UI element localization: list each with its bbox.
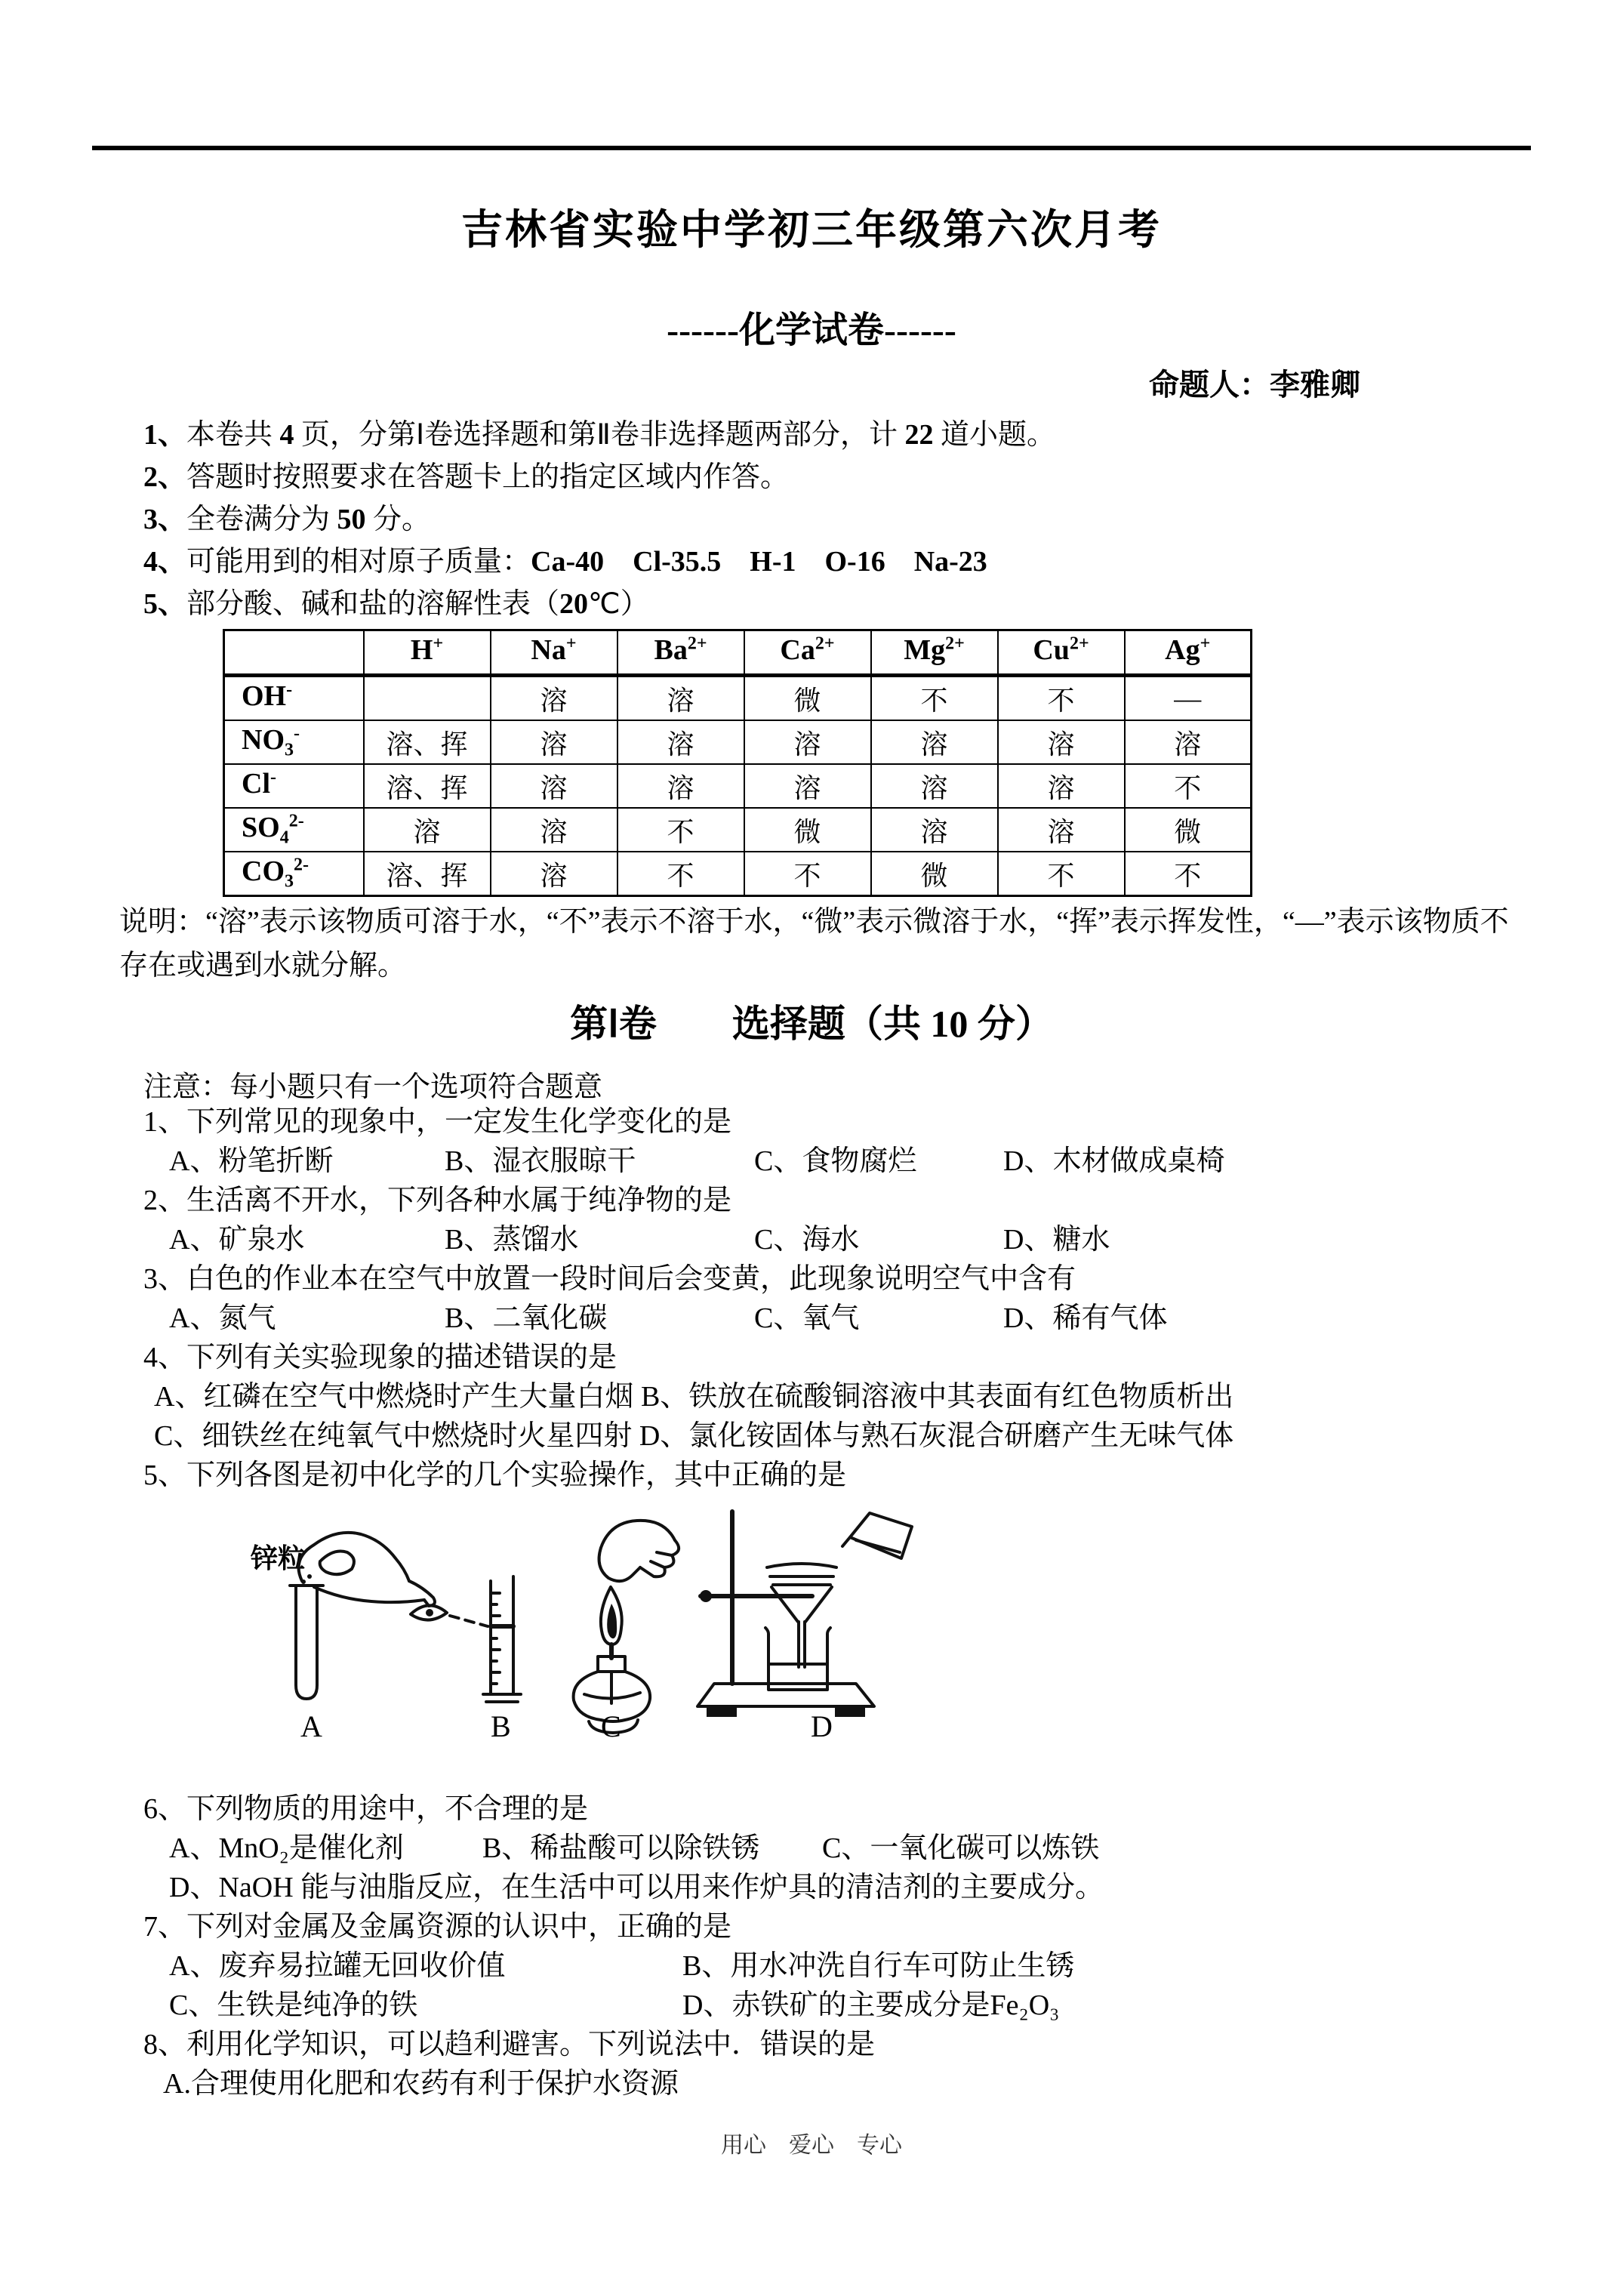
note-text: 分。 <box>365 504 431 535</box>
solubility-table-wrap <box>223 629 1252 897</box>
option-c: C、生铁是纯净的铁 <box>169 1989 418 2021</box>
option-b: B、二氧化碳 <box>445 1302 608 1334</box>
solubility-cell: 不 <box>744 852 871 896</box>
solubility-cell: 溶 <box>1125 720 1252 764</box>
hand-outline <box>601 1521 675 1548</box>
table-row-oh <box>224 676 1252 721</box>
solubility-cell: 溶 <box>744 764 871 808</box>
table-row-no3 <box>224 720 1252 764</box>
exam-notes <box>143 414 1532 625</box>
question-2-stem: 2、生活离不开水，下列各种水属于纯净物的是 <box>143 1185 732 1216</box>
table-row-so4 <box>224 808 1252 852</box>
figure-label-b: B <box>491 1709 511 1743</box>
option-d: D、糖水 <box>1003 1224 1110 1256</box>
pouring-beaker-line <box>856 1540 900 1552</box>
question-3-stem: 3、白色的作业本在空气中放置一段时间后会变黄，此现象说明空气中含有 <box>143 1263 1076 1295</box>
solubility-cell: 溶 <box>871 808 998 852</box>
note-number: 3、 <box>143 504 187 535</box>
ion-col-header-cu: $Cu^{2+}$ <box>998 630 1125 676</box>
solubility-cell: 溶、挥 <box>364 764 491 808</box>
question-4-options-ab: A、红磷在空气中燃烧时产生大量白烟 B、铁放在硫酸铜溶液中其表面有红色物质析出 <box>154 1381 1234 1413</box>
question-2-options <box>143 1220 1540 1259</box>
note-text: 部分酸、碱和盐的溶解性表（ <box>186 588 560 620</box>
option-a: A、氮气 <box>169 1302 276 1334</box>
pouring-beaker <box>850 1513 912 1558</box>
option-d: D、木材做成桌椅 <box>1003 1145 1225 1177</box>
solubility-cell: 微 <box>1125 808 1252 852</box>
question-8-stem: 8、利用化学知识，可以趋利避害。下列说法中．错误的是 <box>143 2029 876 2060</box>
table-note: 说明：“溶”表示该物质可溶于水，“不”表示不溶于水，“微”表示微溶于水，“挥”表示挥发性，“—”表示该物质不存在或遇到水就分解。 <box>119 906 1509 982</box>
figure-label-d: D <box>811 1709 833 1743</box>
table-row-cl <box>224 764 1252 808</box>
option-b: B、稀盐酸可以除铁锈 <box>482 1832 760 1864</box>
solubility-cell: 溶 <box>871 720 998 764</box>
solubility-cell: 溶 <box>617 764 744 808</box>
test-tube <box>296 1587 317 1699</box>
option-a: A、矿泉水 <box>169 1224 305 1256</box>
ion-row-header-no3: $NO_3^-$ <box>224 720 364 764</box>
question-6-option-d: D、NaOH 能与油脂反应，在生活中可以用来作炉具的清洁剂的主要成分。 <box>169 1872 1104 1903</box>
solubility-cell: 不 <box>617 808 744 852</box>
exam-title: 吉林省实验中学初三年级第六次月考 <box>460 207 1162 253</box>
solubility-cell: 不 <box>617 852 744 896</box>
ion-row-header-oh: OH- <box>224 676 364 721</box>
solubility-cell: 溶 <box>744 720 871 764</box>
solubility-cell: 溶 <box>998 764 1125 808</box>
note-number: 1、 <box>143 419 187 451</box>
question-8-option-a: A.合理使用化肥和农药有利于保护水资源 <box>163 2068 679 2100</box>
ion-col-header-h: H+ <box>364 630 491 676</box>
hand-knuckle <box>320 1552 354 1575</box>
flame-core <box>607 1604 617 1638</box>
option-c: C、食物腐烂 <box>754 1145 917 1177</box>
solubility-cell: 不 <box>998 852 1125 896</box>
solubility-cell: 不 <box>1125 852 1252 896</box>
apparatus-b-read-cylinder <box>411 1576 521 1702</box>
option-b: B、用水冲洗自行车可防止生锈 <box>682 1950 1075 1982</box>
solubility-cell: 不 <box>998 676 1125 721</box>
solubility-cell: 溶 <box>871 764 998 808</box>
question-1-options <box>143 1142 1540 1181</box>
top-rule <box>92 146 1531 150</box>
hand-wrist-line <box>314 1587 424 1602</box>
note-number: 4、 <box>143 546 187 578</box>
note-number: 2、 <box>143 461 187 493</box>
solubility-cell: 溶、挥 <box>364 852 491 896</box>
option-c: C、一氧化碳可以炼铁 <box>822 1832 1100 1864</box>
hand-finger <box>640 1567 665 1576</box>
option-a: A、MnO₂是催化剂 <box>169 1832 404 1864</box>
hand-finger <box>651 1555 673 1567</box>
solubility-cell: — <box>1125 676 1252 721</box>
ion-row-header-so4: $SO_4^{2-}$ <box>224 808 364 852</box>
eye-pupil <box>426 1609 433 1616</box>
solubility-cell: 不 <box>871 676 998 721</box>
table-corner-cell <box>224 630 364 676</box>
pour-spout <box>842 1537 850 1546</box>
option-b: B、蒸馏水 <box>445 1224 579 1256</box>
solubility-cell: 溶 <box>491 720 617 764</box>
solubility-cell: 溶 <box>998 808 1125 852</box>
option-b: B、湿衣服晾干 <box>445 1145 636 1177</box>
hand-palm <box>599 1548 640 1581</box>
solubility-cell: 微 <box>871 852 998 896</box>
note-text: 道小题。 <box>933 419 1055 451</box>
note-line-5 <box>143 583 1532 625</box>
note-line-2 <box>143 456 1532 498</box>
ion-col-header-ca: $Ca^{2+}$ <box>744 630 871 676</box>
apparatus-d-filtration <box>698 1512 912 1717</box>
experiment-figure <box>143 1495 1540 1789</box>
solubility-cell: 溶 <box>617 720 744 764</box>
funnel-stem <box>799 1622 805 1667</box>
note-text: 可能用到的相对原子质量： <box>186 546 531 578</box>
funnel-rim-top <box>767 1564 836 1567</box>
sight-line <box>450 1616 488 1626</box>
apparatus-c-alcohol-lamp <box>574 1521 679 1733</box>
solubility-cell: 不 <box>1125 764 1252 808</box>
solubility-cell: 溶 <box>491 852 617 896</box>
page-footer: 用心 爱心 专心 <box>721 2133 902 2158</box>
solubility-cell: 微 <box>744 676 871 721</box>
funnel-cone <box>771 1587 832 1622</box>
note-line-4 <box>143 541 1532 583</box>
author-line: 命题人：李雅卿 <box>1149 368 1360 402</box>
funnel-rim-band <box>770 1576 833 1585</box>
note-text: ℃） <box>588 588 649 620</box>
note-bold: 4 <box>279 419 294 451</box>
section-notice: 注意：每小题只有一个选项符合题意 <box>143 1071 603 1103</box>
option-a: A、废弃易拉罐无回收价值 <box>169 1950 506 1982</box>
cylinder-base <box>483 1694 521 1702</box>
solubility-cell: 溶 <box>617 676 744 721</box>
question-6-options <box>143 1829 1540 1868</box>
note-bold: 50 <box>337 504 366 535</box>
solubility-cell: 溶 <box>491 808 617 852</box>
questions-block <box>143 1102 1540 2103</box>
solubility-cell: 微 <box>744 808 871 852</box>
solubility-table <box>223 629 1252 897</box>
note-text: 答题时按照要求在答题卡上的指定区域内作答。 <box>186 461 790 493</box>
option-c: C、氧气 <box>754 1302 860 1334</box>
stand-feet <box>707 1706 865 1717</box>
note-text: 本卷共 <box>186 419 280 451</box>
note-text: 全卷满分为 <box>186 504 337 535</box>
question-5-stem: 5、下列各图是初中化学的几个实验操作，其中正确的是 <box>143 1459 847 1491</box>
solubility-cell <box>364 676 491 721</box>
note-bold: Ca-40 Cl-35.5 H-1 O-16 Na-23 <box>531 546 987 578</box>
solubility-cell: 溶 <box>491 764 617 808</box>
question-7-options-ab <box>143 1946 1540 1986</box>
ion-col-header-na: Na+ <box>491 630 617 676</box>
figure-label-a: A <box>300 1709 322 1743</box>
exam-subtitle: ------化学试卷------ <box>667 310 956 350</box>
figure-label-c: C <box>601 1709 621 1743</box>
stand-base <box>698 1684 874 1706</box>
question-7-stem: 7、下列对金属及金属资源的认识中，正确的是 <box>143 1911 732 1943</box>
solubility-cell: 溶 <box>998 720 1125 764</box>
question-6-stem: 6、下列物质的用途中，不合理的是 <box>143 1793 589 1825</box>
option-d: D、赤铁矿的主要成分是Fe₂O₃ <box>682 1989 1060 2021</box>
note-line-1 <box>143 414 1532 456</box>
apparatus-a-add-zinc <box>250 1533 435 1699</box>
note-number: 5、 <box>143 588 187 620</box>
question-3-options <box>143 1299 1540 1338</box>
ion-row-header-cl: Cl- <box>224 764 364 808</box>
note-line-3 <box>143 498 1532 541</box>
hand-finger <box>657 1540 679 1555</box>
note-bold: 22 <box>904 419 934 451</box>
question-1-stem: 1、下列常见的现象中，一定发生化学变化的是 <box>143 1106 732 1138</box>
section-heading: 第Ⅰ卷 选择题（共 10 分） <box>570 1003 1053 1045</box>
solubility-cell: 溶 <box>491 676 617 721</box>
zinc-granule <box>307 1574 312 1579</box>
note-bold: 20 <box>559 588 589 620</box>
lab-operations-illustration <box>248 1509 919 1744</box>
solubility-cell: 溶 <box>364 808 491 852</box>
ion-row-header-co3: $CO_3^{2-}$ <box>224 852 364 896</box>
ion-col-header-ag: Ag+ <box>1125 630 1252 676</box>
solubility-cell: 溶、挥 <box>364 720 491 764</box>
option-c: C、海水 <box>754 1224 860 1256</box>
option-d: D、稀有气体 <box>1003 1302 1168 1334</box>
note-text: 页，分第Ⅰ卷选择题和第Ⅱ卷非选择题两部分，计 <box>294 419 905 451</box>
question-4-options-cd: C、细铁丝在纯氧气中燃烧时火星四射 D、氯化铵固体与熟石灰混合研磨产生无味气体 <box>154 1420 1234 1452</box>
question-7-options-cd <box>143 1986 1540 2025</box>
question-4-stem: 4、下列有关实验现象的描述错误的是 <box>143 1342 617 1373</box>
zinc-label: 锌粒 <box>251 1542 306 1573</box>
option-a: A、粉笔折断 <box>169 1145 334 1177</box>
ion-col-header-mg: $Mg^{2+}$ <box>871 630 998 676</box>
ion-col-header-ba: $Ba^{2+}$ <box>617 630 744 676</box>
table-row-co3 <box>224 852 1252 896</box>
table-header-row <box>224 630 1252 676</box>
